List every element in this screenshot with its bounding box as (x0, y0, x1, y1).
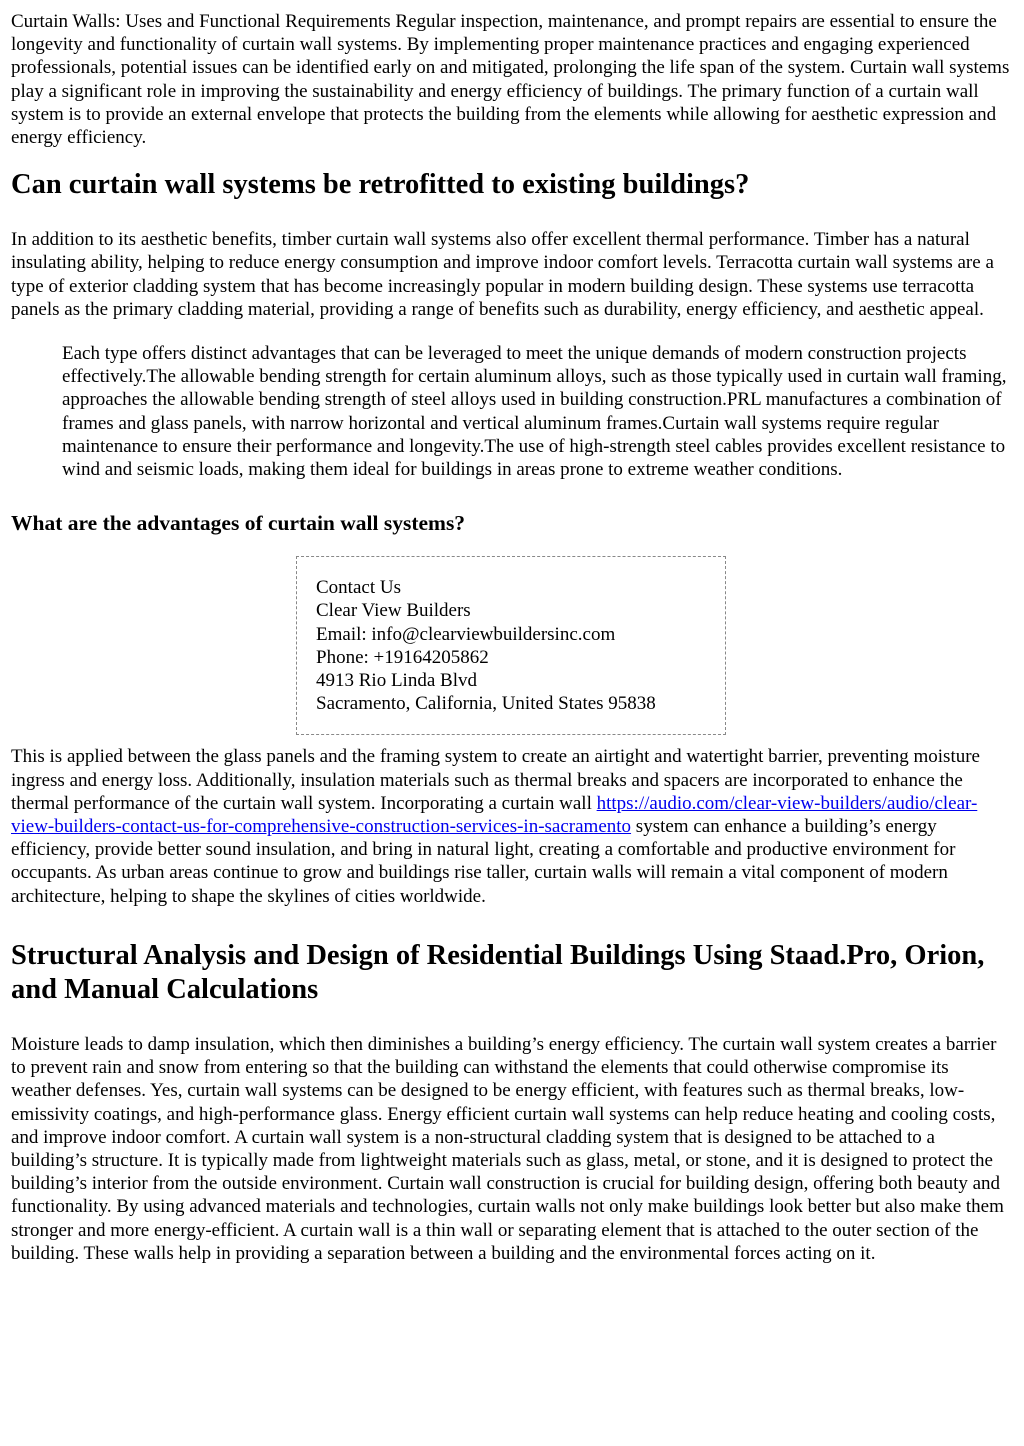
contact-title: Contact Us (316, 577, 401, 599)
contact-address-line1: 4913 Rio Linda Blvd (316, 670, 477, 692)
paragraph-moisture: Moisture leads to damp insulation, which then diminishes a building’s energy efficiency. The curtain wall system creates a barrier to prevent rain and snow from entering so that the building can withstand the elements that could otherwise compromise its weather defenses. Yes, curtain wall systems can be designed to be energy efficient, with features such as thermal breaks, low-emissivity coatings, and high-performance glass. Energy efficient curtain wall systems can help reduce heating and cooling costs, and improve indoor comfort. A curtain wall system is a non-structural cladding system that is designed to be attached to a building’s structure. It is typically made from lightweight materials such as glass, metal, or stone, and it is designed to protect the building’s interior from the outside environment. Curtain wall construction is crucial for building design, offering both beauty and functionality. By using advanced materials and technologies, curtain walls not only make buildings look better but also make them stronger and more energy-efficient. A curtain wall is a thin wall or separating element that is attached to the outer section of the building. These walls help in providing a separation between a building and the environmental forces acting on it. (11, 1033, 1004, 1264)
paragraph-sealant-text-before: This is applied between the glass panels and the framing system to create an airtight and watertight barrier, preventing moisture ingress and energy loss. Additionally, insulation materials such as thermal breaks and spacers are incorporated to enhance the thermal performance of the curtain wall system. Incorporating a curtain wall (11, 746, 980, 814)
paragraph-sealant (11, 745, 1012, 907)
contact-phone: Phone: +19164205862 (316, 646, 489, 668)
heading-retrofit: Can curtain wall systems be retrofitted to existing buildings? (11, 169, 750, 201)
contact-email: Email: info@clearviewbuildersinc.com (316, 623, 616, 645)
heading-advantages: What are the advantages of curtain wall systems? (11, 511, 466, 536)
paragraph-timber-terracotta: In addition to its aesthetic benefits, timber curtain wall systems also offer excellent thermal performance. Timber has a natural insulating ability, helping to reduce energy consumption and improve indoor comfort levels. Terracotta curtain wall systems are a type of exterior cladding system that has become increasingly popular in modern building design. These systems use terracotta panels as the primary cladding material, providing a range of benefits such as durability, energy efficiency, and aesthetic appeal. (11, 229, 994, 320)
contact-company: Clear View Builders (316, 600, 471, 622)
paragraph-sealant-text-after: system can enhance a building’s energy efficiency, provide better sound insulation, and bring in natural light, creating a comfortable and productive environment for occupants. As urban areas continue to grow and buildings rise taller, curtain walls will remain a vital component of modern architecture, helping to shape the skylines of cities worldwide. (11, 816, 956, 907)
contact-address-line2: Sacramento, California, United States 95838 (316, 693, 656, 715)
audio-link[interactable]: https://audio.com/clear-view-builders/audio/clear-view-builders-contact-us-for-comprehensive-construction-services-in-sacramento (11, 792, 978, 838)
intro-paragraph: Curtain Walls: Uses and Functional Requirements Regular inspection, maintenance, and prompt repairs are essential to ensure the longevity and functionality of curtain wall systems. By implementing proper maintenance practices and engaging experienced professionals, potential issues can be identified early on and mitigated, prolonging the life span of the system. Curtain wall systems play a significant role in improving the sustainability and energy efficiency of buildings. The primary function of a curtain wall system is to provide an external envelope that protects the building from the elements while allowing for aesthetic expression and energy efficiency. (11, 11, 1010, 149)
blockquote-advantages: Each type offers distinct advantages that can be leveraged to meet the unique demands of modern construction projects effectively.The allowable bending strength for certain aluminum alloys, such as those typically used in curtain wall framing, approaches the allowable bending strength of steel alloys used in building construction.PRL manufactures a combination of frames and glass panels, with narrow horizontal and vertical aluminum frames.Curtain wall systems require regular maintenance to ensure their performance and longevity.The use of high-strength steel cables provides excellent resistance to wind and seismic loads, making them ideal for buildings in areas prone to extreme weather conditions. (62, 343, 1007, 481)
contact-box (296, 556, 726, 735)
heading-structural-analysis: Structural Analysis and Design of Residential Buildings Using Staad.Pro, Orion, and Manual Calculations (11, 939, 985, 1005)
